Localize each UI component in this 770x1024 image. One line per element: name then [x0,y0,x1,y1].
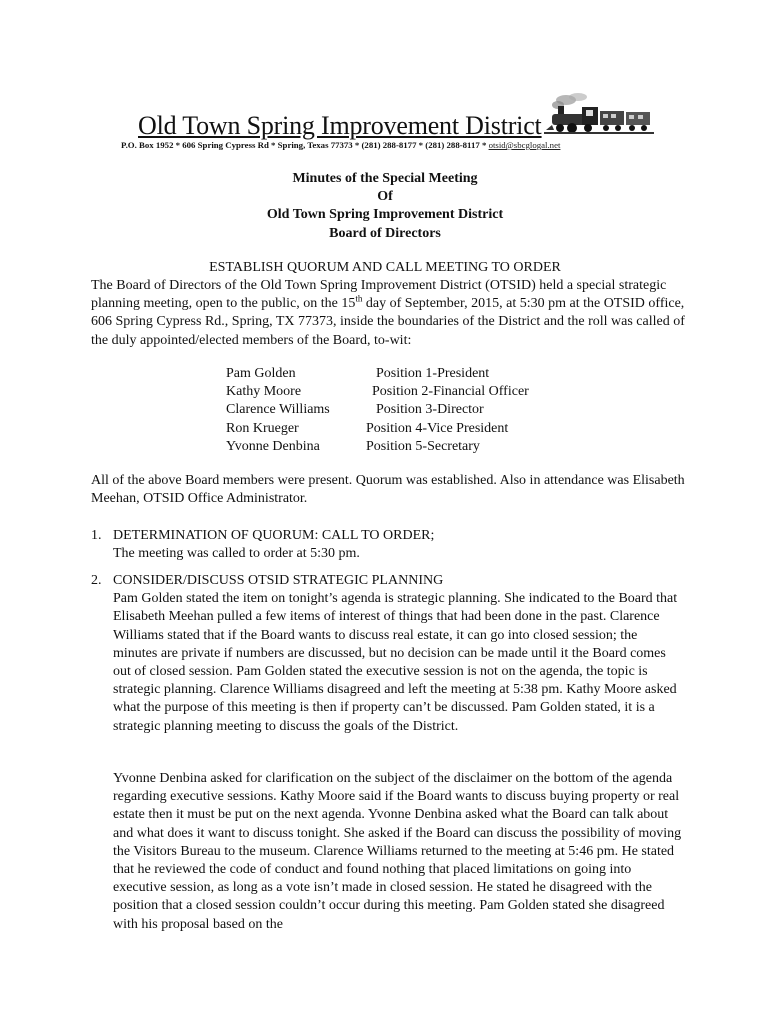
email-link[interactable]: otsid@sbcglogal.net [488,140,561,150]
intro-part-1: The Board of Directors of the Old Town Spring Improvement District (OTSID) held a special strategic planning meeting, open to the public, on the 15 [91,278,667,312]
heading-line-2: Of [377,189,393,205]
item-text: The meeting was called to order at 5:30 pm. [113,546,360,562]
item-number: 1. [91,528,102,543]
member-name: Pam Golden [226,366,296,381]
intro-paragraph [91,277,691,350]
intro-part-2: day of September, 2015, at 5:30 pm at the OTSID office, 606 Spring Cypress Rd., Spring, TX 77373, inside the boundaries of the District and the roll was called of the duly appointed/elected members of the Board, to-wit: [91,296,685,348]
member-position: Position 1-President [376,366,490,381]
heading-line-3: Old Town Spring Improvement District [266,207,504,223]
intro-ordinal-suffix: th [355,293,363,304]
heading-line-4: Board of Directors [329,225,441,241]
discussion-paragraph: Yvonne Denbina asked for clarification on the subject of the disclaimer on the bottom of the agenda regarding executive sessions. Kathy Moore said if the Board wants to discuss buying property or real estate then it must be put on the next agenda. Yvonne Denbina asked what the Board can talk about and what does it want to discuss tonight. She asked if the Board can discuss the possibility of moving the Visitors Bureau to the museum. Clarence Williams returned to the meeting at 5:46 pm. He stated that he reviewed the code of conduct and found nothing that placed limitations on going into executive session, as long as a vote isn’t made in closed session. He stated he disagreed with the position that a closed session couldn’t occur during this meeting. Pam Golden stated she disagreed with his proposal based on the [113,771,682,932]
section-heading: ESTABLISH QUORUM AND CALL MEETING TO ORDER [209,260,561,275]
item-text: Pam Golden stated the item on tonight’s agenda is strategic planning. She indicated to the Board that Elisabeth Meehan pulled a few items of interest of things that had been done in the past. Clarence Williams stated that if the Board wants to discuss real estate, it can go into closed session; the minutes are private if numbers are discussed, but no decision can be made until it the Board comes out of closed session. Pam Golden stated the executive session is not on the agenda, the topic is strategic planning. Clarence Williams disagreed and left the meeting at 5:38 pm. Kathy Moore asked what the purpose of this meeting is then if property can’t be discussed. Pam Golden stated, it is a strategic planning meeting to discuss the goals of the District. [113,591,678,734]
address-text: P.O. Box 1952 * 606 Spring Cypress Rd * Spring, Texas 77373 * (281) 288-8177 * (281) 288-8117 * [121,140,489,150]
attendance-paragraph: All of the above Board members were present. Quorum was established. Also in attendance was Elisabeth Meehan, OTSID Office Administrator. [91,473,685,507]
heading-line-1: Minutes of the Special Meeting [292,171,478,186]
member-name: Yvonne Denbina [226,438,320,454]
member-name: Kathy Moore [226,384,302,400]
member-position: Position 2-Financial Officer [372,384,529,400]
member-position: Position 5-Secretary [366,438,480,454]
item-title: CONSIDER/DISCUSS OTSID STRATEGIC PLANNING [113,573,444,588]
item-title: DETERMINATION OF QUORUM: CALL TO ORDER; [113,528,435,543]
address-line [121,140,560,150]
member-position: Position 4-Vice President [366,420,509,436]
item-number: 2. [91,573,102,588]
steam-train-icon [544,92,654,136]
member-position: Position 3-Director [376,402,484,418]
member-name: Ron Krueger [226,420,299,436]
member-name: Clarence Williams [226,402,330,418]
organization-title: Old Town Spring Improvement District [138,111,542,140]
minutes-heading [0,170,770,243]
